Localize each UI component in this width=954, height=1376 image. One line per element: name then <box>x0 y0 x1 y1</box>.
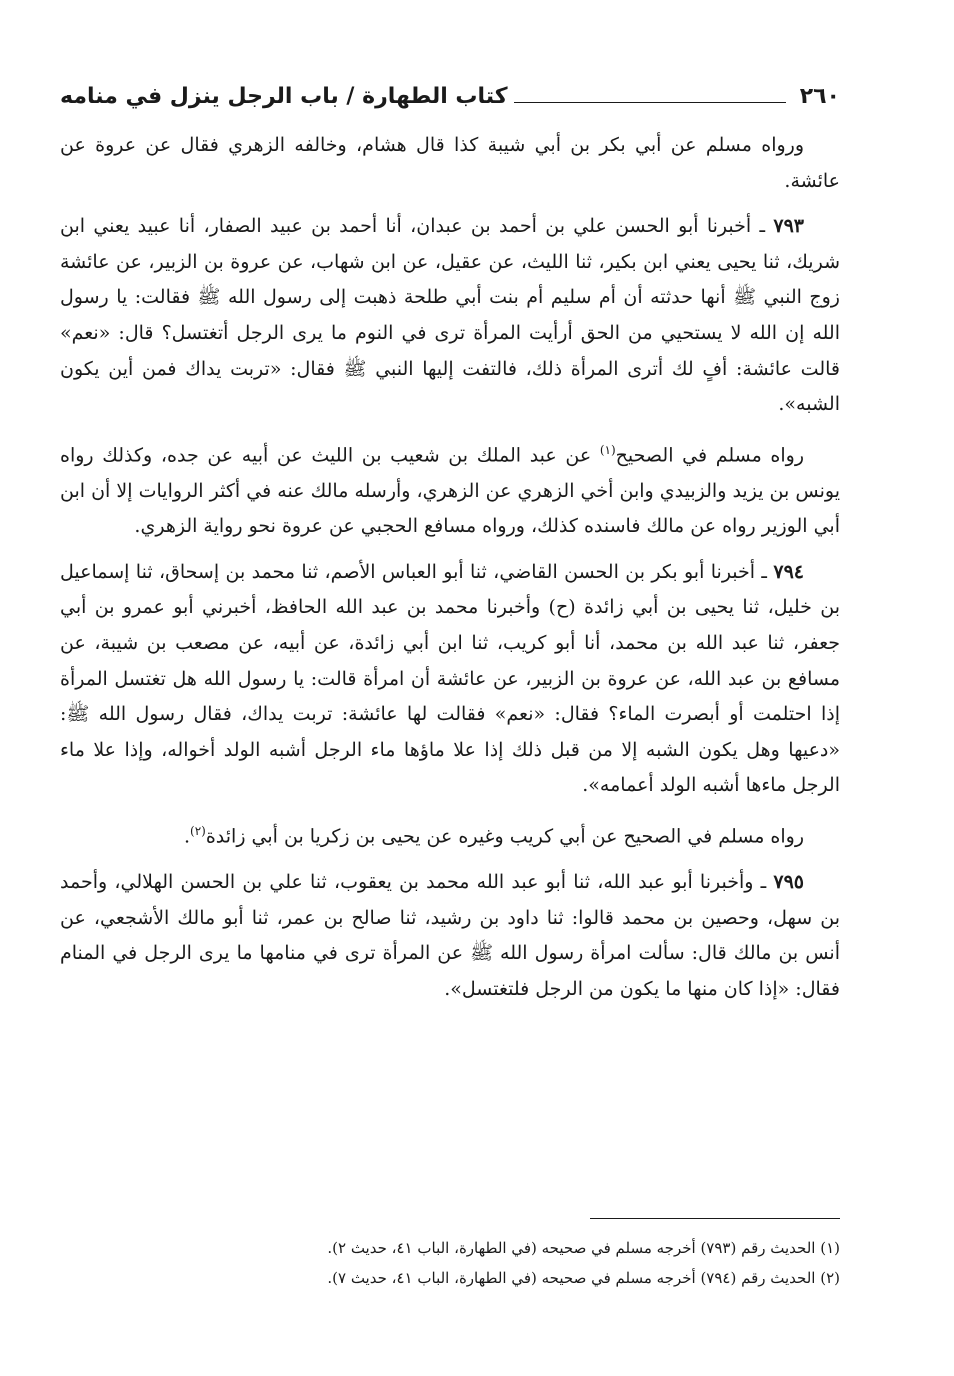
page-header <box>60 78 840 114</box>
header-rule <box>514 102 786 103</box>
hadith-number: ٧٩٤ <box>773 560 804 583</box>
paragraph-3-text: رواه مسلم في الصحيح <box>615 444 804 467</box>
hadith-793-text: ـ أخبرنا أبو الحسن علي بن أحمد بن عبدان، أنا أحمد بن عبيد الصفار، أنا عبيد يعني ابن شريك، ثنا يحيى يعني ابن بكير، ثنا الليث، عن عقيل، عن ابن شهاب، عن عروة بن الزبير، عن عائشة زوج النبي ﷺ أنها حدثته أن أم سليم أم بنت أبي طلحة ذهبت إلى رسول الله ﷺ فقالت: يا رسول الله إن الله لا يستحيي من الحق أرأيت المرأة ترى في النوم ما يرى الرجل أتغتسل؟ قال: «نعم» قالت عائشة: أفٍ لك أترى المرأة ذلك، فالتفت إليها النبي ﷺ فقال: «تربت يداك فمن أين يكون الشبه». <box>60 215 840 416</box>
paragraph-3-text-after: عن عبد الملك بن شعيب بن الليث عن أبيه عن جده، وكذلك رواه يونس بن يزيد والزبيدي وابن أخي الزهري عن الزهري، وأرسله مالك عنه في أكثر الروايات إلا أن ابن أبي الوزير رواه عن مالك فاسنده كذلك، ورواه مسافع الحجبي عن عروة نحو رواية الزهري. <box>60 444 840 538</box>
footnote-2: (٢) الحديث رقم (٧٩٤) أخرجه مسلم في صحيحه (في الطهارة، الباب ٤١، حديث ٧). <box>327 1269 840 1287</box>
footnote-separator <box>590 1218 840 1219</box>
footnote-ref-1[interactable]: (١) <box>599 442 616 457</box>
hadith-793 <box>60 209 840 423</box>
paragraph-1-text: ورواه مسلم عن أبي بكر بن أبي شيبة كذا قال هشام، وخالفه الزهري فقال عن عروة عن عائشة. <box>60 134 840 192</box>
paragraph-1 <box>60 128 840 199</box>
paragraph-5-text: رواه مسلم في الصحيح عن أبي كريب وغيره عن يحيى بن زكريا بن أبي زائدة <box>205 825 804 848</box>
paragraph-3 <box>60 433 840 545</box>
hadith-794-text: ـ أخبرنا أبو بكر بن الحسن القاضي، ثنا أبو العباس الأصم، ثنا محمد بن إسحاق، ثنا إسماعيل بن خليل، ثنا يحيى بن أبي زائدة (ح) وأخبرنا محمد بن عبد الله الحافظ، أخبرني أبو عمرو بن أبي جعفر، ثنا عبد الله بن محمد، أنا أبو كريب، ثنا ابن أبي زائدة، عن أبيه، عن مصعب بن شيبة، عن مسافع بن عبد الله، عن عروة بن الزبير، عن عائشة أن امرأة قالت: يا رسول الله هل تغتسل المرأة إذا احتلمت أو أبصرت الماء؟ فقال: «نعم» فقالت لها عائشة: تربت يداك، فقال رسول الله ﷺ: «دعيها وهل يكون الشبه إلا من قبل ذلك إذا علا ماؤها ماء الرجل أشبه الولد أخواله، وإذا علا ماء الرجل ماءها أشبه الولد أعمامه». <box>60 560 840 797</box>
hadith-number: ٧٩٣ <box>773 215 804 238</box>
hadith-795-text: ـ وأخبرنا أبو عبد الله، ثنا أبو عبد الله محمد بن يعقوب، ثنا علي بن الحسن الهلالي، وأحمد بن سهل، وحصين بن محمد قالوا: ثنا داود بن رشيد، ثنا صالح بن عمر، ثنا أبو مالك الأشجعي، عن أنس بن مالك قال: سألت امرأة رسول الله ﷺ عن المرأة ترى في منامها ما يرى الرجل في المنام فقال: «إذا كان منها ما يكون من الرجل فلتغتسل». <box>60 870 840 1000</box>
hadith-795 <box>60 865 840 1007</box>
paragraph-5 <box>60 814 840 855</box>
hadith-number: ٧٩٥ <box>773 870 804 893</box>
page-number: ٢٦٠ <box>799 83 840 109</box>
footnote-ref-2[interactable]: (٢) <box>190 824 206 839</box>
book-page <box>60 78 840 1287</box>
paragraph-5-text-after: . <box>183 825 190 848</box>
footnote-1: (١) الحديث رقم (٧٩٣) أخرجه مسلم في صحيحه (في الطهارة، الباب ٤١، حديث ٢). <box>327 1239 840 1257</box>
footnotes-section <box>60 1218 840 1293</box>
hadith-794 <box>60 555 840 804</box>
running-title: كتاب الطهارة / باب الرجل ينزل في منامه <box>60 83 508 109</box>
page-body <box>60 128 840 1007</box>
